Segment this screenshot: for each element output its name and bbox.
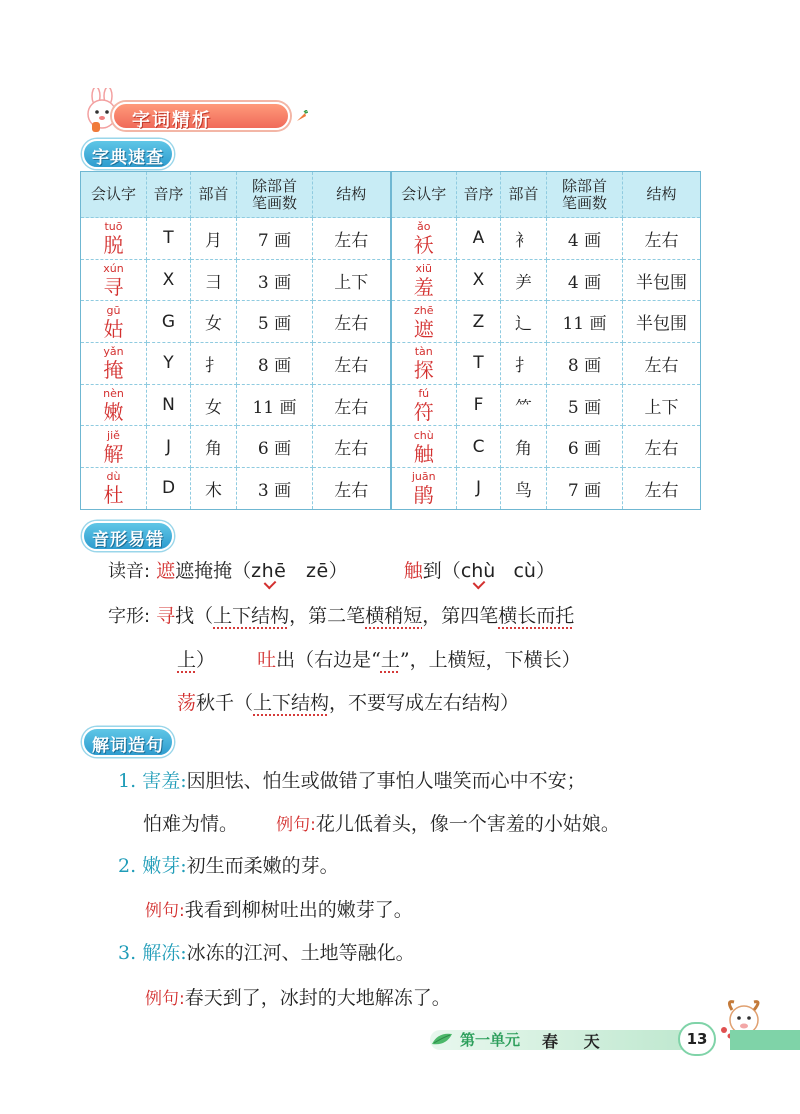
header-char: 会认字 [391,172,457,218]
correct-mark: chù [460,560,496,582]
word-term: 嫩芽 [142,855,181,877]
word-item-2: 2. 嫩芽:初生而柔嫩的芽。 [118,855,339,877]
header-letter: 音序 [457,172,501,218]
section-title-pill [112,102,290,130]
table-header-row [81,172,701,218]
unit-label: 第一单元 [460,1031,521,1049]
dotted-text: 上下结构 [213,605,290,627]
word-item-3: 3. 解冻:冰冻的江河、土地等融化。 [118,942,415,964]
example-label: 例句: [276,815,316,835]
header-struct: 结构 [623,172,701,218]
word-term: 害羞 [142,770,181,792]
footer-right-bar [730,1030,800,1050]
example-label: 例句: [145,901,185,921]
word-item-1: 1. 害羞:因胆怯、怕生或做错了事怕人嗤笑而心中不安； [118,770,586,792]
subhead-dictionary: 字典速查 [82,139,174,169]
table-row: nèn 嫩 N 女 11 画 左右 fú 符 F ⺮ 5 画 上下 [81,384,701,426]
header-strokes: 除部首 笔画数 [237,172,313,218]
section-title: 字词精析 [132,110,212,131]
subhead-pron-shape: 音形易错 [82,521,174,551]
word-item-3-example: 例句:春天到了，冰封的大地解冻了。 [145,987,451,1009]
page-number: 13 [678,1022,716,1056]
correct-mark: zhē [251,560,287,582]
subhead-words: 解词造句 [82,727,174,757]
table-row: yǎn 掩 Y 扌 8 画 左右 tàn 探 T 扌 8 画 左右 [81,343,701,385]
carrot-icon [294,110,308,124]
word-term: 解冻 [142,942,181,964]
table-row: xún 寻 X 彐 3 画 上下 xiū 羞 X ⺶ 4 画 半包围 [81,259,701,301]
table-row: dù 杜 D 木 3 画 左右 juān 鹃 J 鸟 7 画 左右 [81,468,701,510]
shape-label: 字形: [108,606,151,627]
pron-line: 读音: 遮遮掩掩（zhē zē） 触到（chù cù） [108,560,555,582]
header-struct: 结构 [313,172,391,218]
example-label: 例句: [145,989,185,1009]
table-row: tuō 脱 T 月 7 画 左右 ǎo 袄 A 衤 4 画 左右 [81,218,701,260]
header-strokes: 除部首 笔画数 [547,172,623,218]
leaf-icon [430,1028,456,1050]
header-char: 会认字 [81,172,147,218]
pron-label: 读音: [108,561,151,582]
header-radical: 部首 [191,172,237,218]
shape-line-2: 上） 吐出（右边是“土”，上横短，下横长） [177,649,581,671]
unit-title: 春 天 [542,1032,610,1051]
word-item-1-cont: 怕难为情。 例句:花儿低着头，像一个害羞的小姑娘。 [143,813,620,835]
table-row: jiě 解 J 角 6 画 左右 chù 触 C 角 6 画 左右 [81,426,701,468]
table-row: gū 姑 G 女 5 画 左右 zhē 遮 Z 辶 11 画 半包围 [81,301,701,343]
section-banner [82,88,242,138]
header-letter: 音序 [147,172,191,218]
shape-line-3: 荡秋千（上下结构，不要写成左右结构） [177,692,520,714]
shape-line-1: 字形: 寻找（上下结构，第二笔横稍短，第四笔横长而托 [108,605,575,627]
dictionary-table [80,171,701,510]
word-item-2-example: 例句:我看到柳树吐出的嫩芽了。 [145,899,413,921]
page-footer [430,1022,800,1052]
header-radical: 部首 [501,172,547,218]
